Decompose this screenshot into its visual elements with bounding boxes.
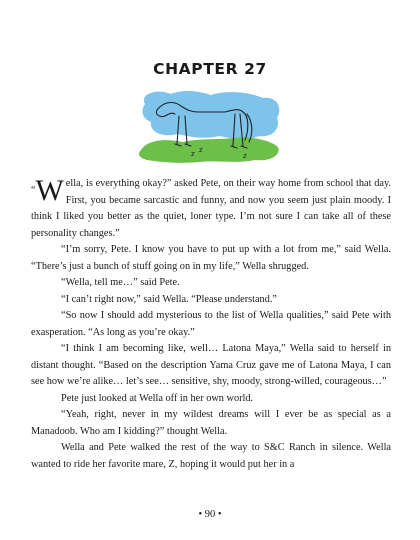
chapter-body — [31, 176, 391, 473]
drop-cap — [31, 174, 64, 207]
sleeping-horse-illustration — [137, 86, 283, 168]
drop-cap-letter: W — [35, 174, 64, 207]
grass-blob — [139, 137, 279, 162]
paragraph: “So now I should add mysterious to the list of Wella qualities,” said Pete with exasperation. “As long as you’re okay.” — [31, 310, 391, 338]
paragraph: Wella and Pete walked the rest of the way to S&C Ranch in silence. Wella wanted to ride her favorite mare, Z, hoping it would put her in a — [31, 442, 391, 470]
snore-text: z — [243, 152, 247, 160]
paragraph: “I’m sorry, Pete. I know you have to put up with a lot from me,” said Wella. “There’s just a bunch of stuff going on in my life,” Wella shrugged. — [31, 244, 391, 272]
drop-cap-quote: “ — [31, 185, 36, 196]
paragraph: “Yeah, right, never in my wildest dreams will I ever be as special as a Manadoob. Who am I kidding?” thought Wella. — [31, 409, 391, 437]
paragraph: “I can’t right now,” said Wella. “Please understand.” — [61, 293, 277, 305]
page-number: • 90 • — [198, 509, 222, 520]
paragraph: “Wella, tell me…” said Pete. — [61, 277, 180, 288]
paragraph: “I think I am becoming like, well… Latona Maya,” Wella said to herself in distant thought. “Based on the description Yama Cruz gave me of Latona Maya, I can see how we’re alike… let’s see… sensitive, shy, moody, strong-willed, courageous…” — [31, 343, 391, 387]
paragraph-1 — [31, 176, 391, 242]
snore-text: z — [191, 150, 195, 158]
chapter-title: CHAPTER 27 — [153, 60, 267, 78]
paragraph-1-text: ella, is everything okay?” asked Pete, on their way home from school that day. First, you became sarcastic and funny, and now you seem just plain moody. I think I liked you better as the quiet, loner type. I’m not sure I can take all of these personality changes.” — [31, 178, 391, 239]
paragraph: Pete just looked at Wella off in her own world. — [61, 392, 254, 404]
snore-text: z — [199, 146, 203, 154]
sky-blob — [143, 91, 280, 139]
